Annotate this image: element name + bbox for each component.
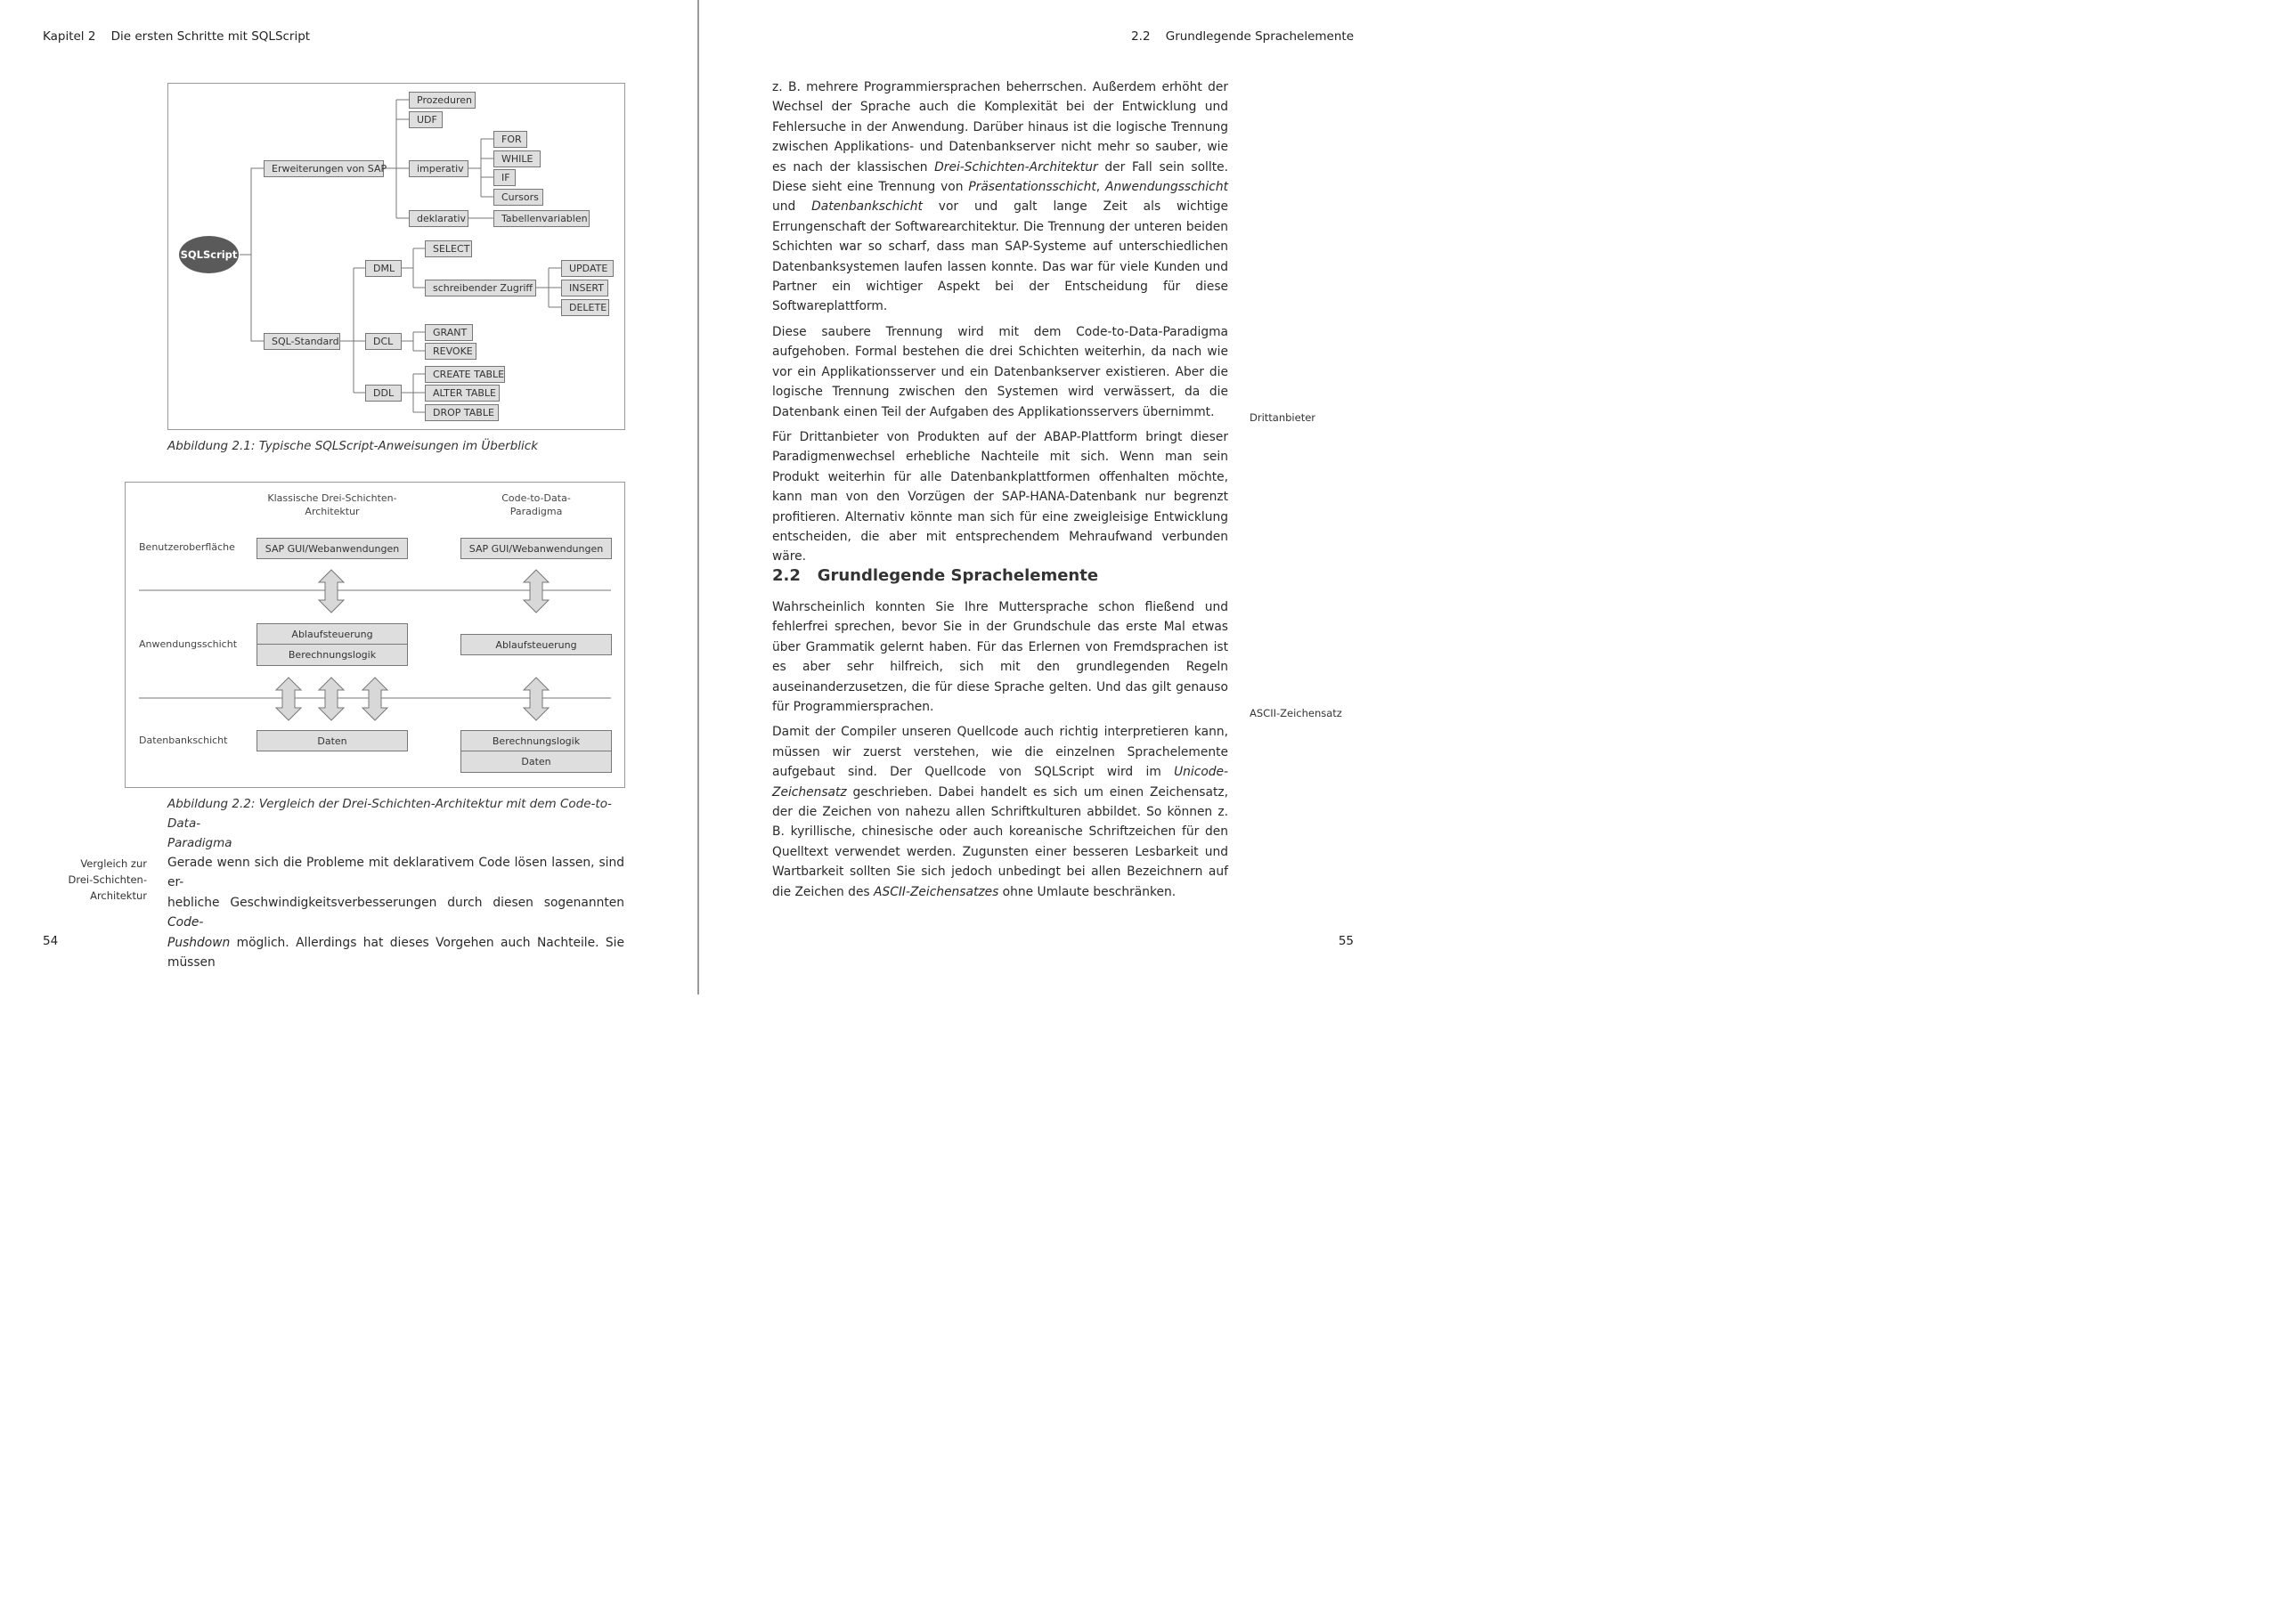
col-title-code-to-data: Code-to-Data- Paradigma [501,492,571,517]
node-erweiterungen-sap: Erweiterungen von SAP [264,160,384,177]
node-alter-table: ALTER TABLE [425,385,500,402]
margin-note-vergleich: Vergleich zur Drei-Schichten- Architektur [68,857,147,902]
chapter-label: Kapitel 2 [43,29,96,44]
node-while: WHILE [493,150,541,167]
running-header-left [43,29,310,44]
node-dcl: DCL [365,333,402,350]
figure1-caption: Abbildung 2.1: Typische SQLScript-Anweisungen im Überblick [167,439,539,453]
paragraph-2: Diese saubere Trennung wird mit dem Code-to-Data-Paradigma aufgehoben. Formal bestehen die drei Schichten weiterhin, da nach wie vor ein Applikationsserver und ein Datenbankserver existieren. Aber die logische Trennung zwischen den Systemen wird verwässert, da die Datenbank einen Teil der Aufgaben des Applikationsservers übernimmt. [772,324,1228,419]
paragraph-3: Für Drittanbieter von Produkten auf der ABAP-Plattform bringt dieser Paradigmenwechsel erhebliche Nachteile mit sich. Wenn man sein Produkt weiterhin für alle Datenbankplattformen offenhalten möchte, kann man von den Vorzügen der SAP-HANA-Datenbank nur begrenzt profitieren. Alternativ könnte man sich für eine zweigleisige Entwicklung entscheiden, die aber mit entsprechendem Mehraufwand verbunden wäre. [772,429,1228,564]
paragraph-1: z. B. mehrere Programmiersprachen beherrschen. Außerdem erhöht der Wechsel der Sprache auch die Komplexität bei der Entwicklung und Fehlersuche in der Anwendung. Darüber hinaus ist die logische Trennung zwischen Applikations- und Datenbankserver nicht mehr so sauber, wie es nach der klassischen Drei-Schichten-Architektur der Fall sein sollte. Diese sieht eine Trennung von Präsentationsschicht, Anwendungsschicht und Datenbankschicht vor und galt lange Zeit als wichtige Errungenschaft der Softwarearchitektur. Die Trennung der unteren beiden Schichten war so scharf, dass man SAP-Systeme auf unterschiedlichen Datenbanksystemen laufen lassen konnte. Das war für viele Kunden und Partner ein wichtiger Aspekt bei der Entscheidung für diese Softwareplattform. [772,80,1228,314]
app-box-classic-logic: Berechnungslogik [256,644,408,666]
node-prozeduren: Prozeduren [409,92,476,109]
chapter-title: Die ersten Schritte mit SQLScript [110,29,311,44]
root-node-sqlscript [179,236,239,273]
node-insert: INSERT [561,280,608,296]
page-number-left: 54 [43,934,59,948]
node-for: FOR [493,131,527,148]
left-body-text: Gerade wenn sich die Probleme mit deklarativem Code lösen lassen, sind er- hebliche Geschwindigkeitsverbesserungen durch diesen sogenannten Code- Pushdown möglich. Allerdings hat dieses Vorgehen auch Nachteile. Sie müssen [167,856,624,970]
figure-sqlscript-tree [167,83,625,430]
right-body-lower [772,597,1228,907]
margin-note-ascii: ASCII-Zeichensatz [1250,707,1342,719]
figure-architecture-comparison [125,482,625,788]
section-number: 2.2 [1131,29,1151,44]
ui-box-classic: SAP GUI/Webanwendungen [256,538,408,559]
node-dml: DML [365,260,402,277]
node-sql-standard: SQL-Standard [264,333,340,350]
row-label-ui: Benutzeroberfläche [139,541,235,553]
node-tabellenvariablen: Tabellenvariablen [493,210,590,227]
node-cursors: Cursors [493,189,543,206]
node-udf: UDF [409,111,443,128]
root-label: SQLScript [180,248,238,261]
node-update: UPDATE [561,260,614,277]
paragraph-4: Wahrscheinlich konnten Sie Ihre Muttersprache schon fließend und fehlerfrei sprechen, bevor Sie in der Grundschule das erste Mal etwas über Grammatik gelernt haben. Für das Erlernen von Fremdsprachen ist es aber sehr hilfreich, sich mit den grundlegenden Regeln auseinanderzusetzen, die für diese Sprache gelten. Und das gilt genauso für Programmiersprachen. [772,600,1228,715]
margin-note-drittanbieter: Drittanbieter [1250,411,1316,424]
node-if: IF [493,169,516,186]
node-schreibender-zugriff: schreibender Zugriff [425,280,536,296]
row-label-app: Anwendungsschicht [139,638,238,650]
node-grant: GRANT [425,324,473,341]
left-page [0,0,697,995]
running-header-right [1131,29,1354,44]
section-heading: 2.2 Grundlegende Sprachelemente [772,566,1099,585]
node-imperativ: imperativ [409,160,468,177]
node-drop-table: DROP TABLE [425,404,499,421]
col-title-classic: Klassische Drei-Schichten- Architektur [267,492,397,517]
ui-box-code-to-data: SAP GUI/Webanwendungen [460,538,612,559]
db-box-code-to-data-logic: Berechnungslogik [460,730,612,751]
row-label-db: Datenbankschicht [139,735,228,746]
node-deklarativ: deklarativ [409,210,468,227]
db-box-code-to-data-data: Daten [460,751,612,773]
node-ddl: DDL [365,385,402,402]
node-delete: DELETE [561,299,609,316]
right-page [699,0,1396,995]
db-box-classic: Daten [256,730,408,751]
figure2-caption: Abbildung 2.2: Vergleich der Drei-Schichten-Architektur mit dem Code-to-Data- Paradigma [167,797,612,850]
right-body-upper [772,77,1228,572]
node-select: SELECT [425,240,472,257]
node-create-table: CREATE TABLE [425,366,505,383]
page-number-right: 55 [1338,934,1354,948]
section-title: Grundlegende Sprachelemente [1165,29,1354,44]
paragraph-5: Damit der Compiler unseren Quellcode auch richtig interpretieren kann, müssen wir zuerst verstehen, wie die einzelnen Sprachelemente aufgebaut sind. Der Quellcode von SQLScript wird im Unicode-Zeichensatz geschrieben. Dabei handelt es sich um einen Zeichensatz, der die Zeichen von nahezu allen Schriftkulturen abbildet. So können z. B. kyrillische, chinesische oder auch koreanische Schriftzeichen für den Quelltext verwendet werden. Zugunsten einer besseren Lesbarkeit und Wartbarkeit sollten Sie sich jedoch unbedingt bei allen Bezeichnern auf die Zeichen des ASCII-Zeichensatzes ohne Umlaute beschränken. [772,725,1228,899]
app-box-classic-control: Ablaufsteuerung [256,623,408,645]
node-revoke: REVOKE [425,343,476,360]
app-box-code-to-data: Ablaufsteuerung [460,634,612,655]
